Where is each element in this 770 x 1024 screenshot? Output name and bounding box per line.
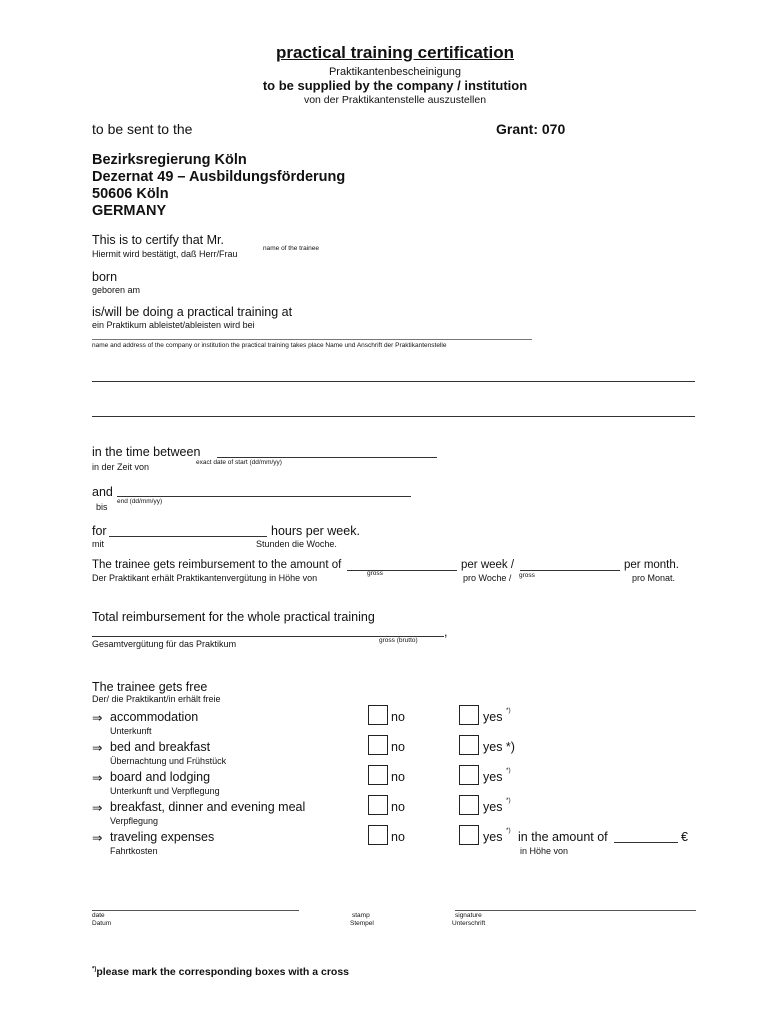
yes-checkbox[interactable]	[459, 765, 479, 785]
and-label-de: bis	[96, 502, 108, 512]
yes-label: yes	[483, 710, 503, 724]
end-date-hint: end (dd/mm/yy)	[117, 498, 163, 505]
no-label: no	[391, 770, 405, 784]
yes-checkbox[interactable]	[459, 795, 479, 815]
reimbursement-label-de: Der Praktikant erhält Praktikantenvergütung in Höhe von	[92, 573, 318, 583]
signature-label-de: Unterschrift	[452, 920, 486, 927]
signature-line[interactable]	[455, 910, 696, 911]
footnote-text: please mark the corresponding boxes with a cross	[96, 966, 350, 978]
free-label-de: Der/ die Praktikant/in erhält freie	[92, 694, 221, 704]
and-label: and	[92, 485, 113, 499]
yes-label: yes	[483, 800, 503, 814]
send-to-label: to be sent to the	[92, 121, 193, 137]
hours-field[interactable]	[109, 536, 267, 537]
arrow-icon: ⇒	[92, 771, 103, 785]
no-label: no	[391, 710, 405, 724]
amount-label: in the amount of	[518, 830, 608, 844]
training-label: is/will be doing a practical training at	[92, 305, 293, 319]
supplied-by-de: von der Praktikantenstelle auszustellen	[303, 94, 487, 106]
benefit-label: bed and breakfast	[110, 740, 211, 754]
no-checkbox[interactable]	[368, 765, 388, 785]
gross-hint-1: gross	[367, 570, 383, 577]
date-label-de: Datum	[92, 920, 112, 927]
hours-label-de: Stunden die Woche.	[256, 539, 337, 549]
footnote	[92, 966, 349, 978]
trainee-name-hint: name of the trainee	[263, 245, 320, 252]
address-block	[92, 152, 345, 220]
per-week-label: per week /	[461, 559, 515, 571]
benefit-label-de: Unterkunft und Verpflegung	[110, 786, 220, 796]
arrow-icon: ⇒	[92, 741, 103, 755]
free-label: The trainee gets free	[92, 680, 208, 694]
no-label: no	[391, 830, 405, 844]
date-label: date	[92, 912, 105, 919]
yes-checkbox[interactable]	[459, 825, 479, 845]
gross-hint-2: gross	[519, 572, 535, 579]
benefit-label: traveling expenses	[110, 830, 215, 844]
company-address-line-3[interactable]	[92, 416, 695, 417]
time-between-label-de: in der Zeit von	[92, 462, 150, 472]
arrow-icon: ⇒	[92, 831, 103, 845]
monthly-amount-field[interactable]	[520, 570, 620, 571]
arrow-icon: ⇒	[92, 711, 103, 725]
footnote-mark: *)	[506, 707, 511, 714]
signature-label: signature	[455, 912, 482, 919]
yes-label: yes *)	[483, 740, 515, 754]
born-label-de: geboren am	[92, 285, 141, 295]
travel-amount-field[interactable]	[614, 842, 678, 843]
total-comma: ,	[444, 625, 448, 639]
benefit-label: board and lodging	[110, 770, 211, 784]
gross-brutto-hint: gross (brutto)	[379, 637, 418, 644]
page-title: practical training certification	[275, 43, 515, 62]
trainee-name-field[interactable]	[330, 238, 690, 254]
benefit-label-de: Unterkunft	[110, 726, 152, 736]
page-title-de: Praktikantenbescheinigung	[328, 66, 462, 78]
benefit-label-de: Verpflegung	[110, 816, 159, 826]
for-label-de: mit	[92, 539, 104, 549]
no-checkbox[interactable]	[368, 795, 388, 815]
end-date-field[interactable]	[117, 496, 411, 497]
training-label-de: ein Praktikum ableistet/ableisten wird bei	[92, 320, 255, 330]
benefit-label: accommodation	[110, 710, 199, 724]
total-label: Total reimbursement for the whole practical training	[92, 610, 375, 624]
per-week-label-de: pro Woche /	[463, 573, 512, 583]
weekly-amount-field[interactable]	[347, 570, 457, 571]
benefit-label: breakfast, dinner and evening meal	[110, 800, 306, 814]
no-checkbox[interactable]	[368, 705, 388, 725]
address-line-3: 50606 Köln	[92, 186, 169, 202]
no-label: no	[391, 740, 405, 754]
date-line[interactable]	[92, 910, 299, 911]
amount-label-de: in Höhe von	[520, 846, 569, 856]
time-between-label: in the time between	[92, 445, 201, 459]
footnote-mark: *)	[92, 966, 97, 973]
for-label: for	[92, 524, 107, 538]
yes-label: yes	[483, 770, 503, 784]
footnote-mark: *)	[506, 797, 511, 804]
address-line-1: Bezirksregierung Köln	[92, 152, 247, 168]
birth-date-field[interactable]	[130, 270, 430, 286]
address-line-2: Dezernat 49 – Ausbildungsförderung	[92, 169, 346, 185]
footnote-mark: *)	[506, 827, 511, 834]
per-month-label: per month.	[624, 559, 679, 571]
per-month-label-de: pro Monat.	[632, 573, 676, 583]
certify-label-de: Hiermit wird bestätigt, daß Herr/Frau	[92, 249, 238, 259]
start-date-field[interactable]	[217, 457, 437, 458]
supplied-by: to be supplied by the company / institution	[262, 78, 528, 93]
grant-label: Grant: 070	[496, 121, 566, 137]
born-label: born	[92, 270, 118, 284]
start-date-hint: exact date of start (dd/mm/yy)	[196, 459, 282, 466]
hours-label: hours per week.	[271, 524, 360, 538]
stamp-label: stamp	[352, 912, 370, 919]
benefit-label-de: Übernachtung und Frühstück	[110, 756, 227, 766]
stamp-label-de: Stempel	[350, 920, 374, 927]
yes-checkbox[interactable]	[459, 705, 479, 725]
company-line[interactable]	[92, 339, 532, 340]
footnote-mark: *)	[506, 767, 511, 774]
address-line-4: GERMANY	[92, 203, 167, 219]
total-label-de: Gesamtvergütung für das Praktikum	[92, 639, 237, 649]
company-address-line-2[interactable]	[92, 381, 695, 382]
yes-label: yes	[483, 830, 503, 844]
benefit-label-de: Fahrtkosten	[110, 846, 158, 856]
certify-label: This is to certify that Mr.	[92, 233, 224, 247]
arrow-icon: ⇒	[92, 801, 103, 815]
reimbursement-label: The trainee gets reimbursement to the amount of	[92, 559, 342, 571]
company-hint: name and address of the company or institution the practical training takes place Name und Anschrift der Praktikantenstelle	[92, 342, 447, 349]
euro-icon: €	[681, 830, 688, 844]
no-checkbox[interactable]	[368, 735, 388, 755]
yes-checkbox[interactable]	[459, 735, 479, 755]
no-checkbox[interactable]	[368, 825, 388, 845]
no-label: no	[391, 800, 405, 814]
